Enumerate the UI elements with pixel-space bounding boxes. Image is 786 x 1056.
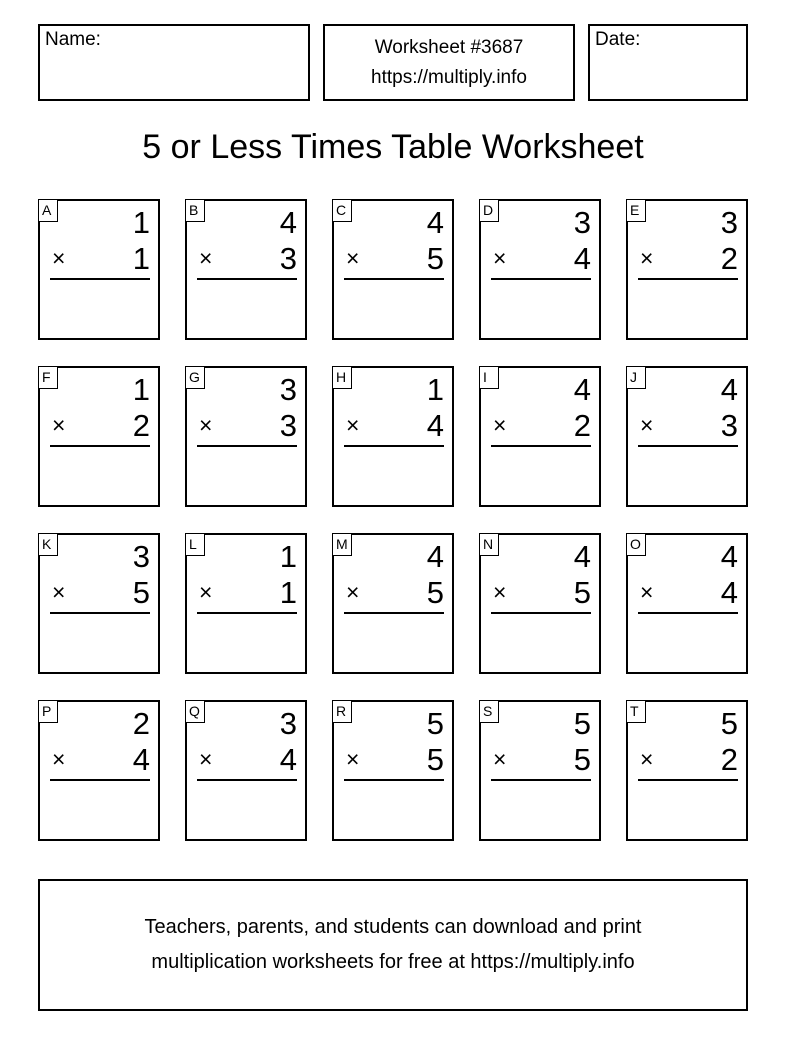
problem-card[interactable]: [626, 199, 748, 340]
footer-note-box: [38, 879, 748, 1011]
problem-multiplier: 3: [279, 241, 297, 276]
problem-multiplicand: 1: [279, 539, 297, 574]
times-sign: ×: [493, 579, 507, 605]
problem-letter: E: [626, 199, 646, 222]
answer-line: [638, 779, 738, 781]
answer-line: [638, 445, 738, 447]
problem-letter: K: [38, 533, 58, 556]
problem-letter: G: [185, 366, 205, 389]
times-sign: ×: [199, 579, 213, 605]
problem-card[interactable]: [626, 533, 748, 674]
times-sign: ×: [640, 412, 654, 438]
problem-multiplicand: 5: [426, 706, 444, 741]
problem-multiplier: 5: [573, 575, 591, 610]
times-sign: ×: [346, 579, 360, 605]
problem-multiplier: 5: [426, 241, 444, 276]
problem-letter: B: [185, 199, 205, 222]
problem-multiplier: 4: [426, 408, 444, 443]
problem-letter: H: [332, 366, 352, 389]
problem-letter: D: [479, 199, 499, 222]
answer-line: [50, 612, 150, 614]
problem-multiplier: 5: [426, 575, 444, 610]
problem-card[interactable]: [479, 199, 601, 340]
answer-line: [638, 278, 738, 280]
worksheet-number: Worksheet #3687: [374, 37, 524, 58]
problem-card[interactable]: [185, 366, 307, 507]
problem-card[interactable]: [38, 700, 160, 841]
problem-multiplier: 4: [573, 241, 591, 276]
footer-line-1: Teachers, parents, and students can download and print: [144, 916, 642, 938]
problem-card[interactable]: [38, 366, 160, 507]
times-sign: ×: [52, 412, 66, 438]
problem-letter: P: [38, 700, 58, 723]
times-sign: ×: [493, 412, 507, 438]
problem-letter: M: [332, 533, 352, 556]
problem-multiplicand: 4: [720, 539, 738, 574]
problem-multiplier: 2: [132, 408, 150, 443]
problem-multiplier: 2: [720, 241, 738, 276]
problem-multiplicand: 4: [720, 372, 738, 407]
problem-card[interactable]: [626, 700, 748, 841]
date-field-box[interactable]: [588, 24, 748, 101]
date-label: Date:: [595, 29, 641, 50]
times-sign: ×: [346, 412, 360, 438]
problem-card[interactable]: [38, 533, 160, 674]
problem-card[interactable]: [479, 533, 601, 674]
problem-multiplicand: 4: [279, 205, 297, 240]
answer-line: [50, 278, 150, 280]
problem-card[interactable]: [479, 700, 601, 841]
problem-letter: A: [38, 199, 58, 222]
problem-letter: R: [332, 700, 352, 723]
problem-multiplicand: 5: [573, 706, 591, 741]
problem-multiplicand: 1: [132, 205, 150, 240]
problem-letter: O: [626, 533, 646, 556]
times-sign: ×: [640, 746, 654, 772]
problem-multiplicand: 4: [426, 205, 444, 240]
times-sign: ×: [52, 579, 66, 605]
footer-line-2: multiplication worksheets for free at https://multiply.info: [151, 951, 635, 973]
problem-letter: N: [479, 533, 499, 556]
problem-card[interactable]: [185, 700, 307, 841]
problem-card[interactable]: [332, 366, 454, 507]
problem-card[interactable]: [185, 199, 307, 340]
worksheet-info-box: [323, 24, 575, 101]
name-label: Name:: [45, 29, 101, 50]
problem-multiplicand: 1: [132, 372, 150, 407]
problem-multiplicand: 3: [720, 205, 738, 240]
problem-multiplier: 5: [132, 575, 150, 610]
answer-line: [344, 612, 444, 614]
answer-line: [344, 779, 444, 781]
problem-multiplier: 3: [279, 408, 297, 443]
answer-line: [50, 445, 150, 447]
times-sign: ×: [640, 245, 654, 271]
problem-multiplier: 1: [132, 241, 150, 276]
answer-line: [344, 445, 444, 447]
problem-letter: T: [626, 700, 646, 723]
problem-multiplicand: 3: [132, 539, 150, 574]
problem-multiplier: 5: [573, 742, 591, 777]
problem-letter: F: [38, 366, 58, 389]
problem-multiplier: 5: [426, 742, 444, 777]
times-sign: ×: [199, 746, 213, 772]
times-sign: ×: [199, 245, 213, 271]
problem-multiplicand: 5: [720, 706, 738, 741]
problem-multiplicand: 3: [279, 372, 297, 407]
problem-multiplier: 2: [573, 408, 591, 443]
times-sign: ×: [346, 746, 360, 772]
problem-letter: S: [479, 700, 499, 723]
problem-letter: J: [626, 366, 646, 389]
answer-line: [197, 779, 297, 781]
times-sign: ×: [52, 746, 66, 772]
answer-line: [50, 779, 150, 781]
problem-letter: L: [185, 533, 205, 556]
problem-multiplicand: 3: [279, 706, 297, 741]
problem-letter: C: [332, 199, 352, 222]
problem-multiplicand: 1: [426, 372, 444, 407]
problem-multiplier: 4: [720, 575, 738, 610]
answer-line: [491, 612, 591, 614]
problem-letter: Q: [185, 700, 205, 723]
problem-multiplier: 4: [132, 742, 150, 777]
problem-multiplier: 2: [720, 742, 738, 777]
times-sign: ×: [346, 245, 360, 271]
page-title: 5 or Less Times Table Worksheet: [142, 128, 644, 166]
times-sign: ×: [493, 245, 507, 271]
answer-line: [344, 278, 444, 280]
problem-multiplicand: 4: [426, 539, 444, 574]
answer-line: [197, 278, 297, 280]
problem-multiplicand: 3: [573, 205, 591, 240]
problem-card[interactable]: [38, 199, 160, 340]
answer-line: [197, 612, 297, 614]
times-sign: ×: [52, 245, 66, 271]
problem-multiplier: 3: [720, 408, 738, 443]
problem-card[interactable]: [332, 199, 454, 340]
problem-multiplicand: 2: [132, 706, 150, 741]
problem-multiplicand: 4: [573, 539, 591, 574]
times-sign: ×: [640, 579, 654, 605]
problem-multiplier: 1: [279, 575, 297, 610]
worksheet-url: https://multiply.info: [371, 67, 527, 88]
answer-line: [491, 779, 591, 781]
answer-line: [491, 278, 591, 280]
times-sign: ×: [199, 412, 213, 438]
problem-multiplier: 4: [279, 742, 297, 777]
problem-card[interactable]: [185, 533, 307, 674]
answer-line: [491, 445, 591, 447]
problem-multiplicand: 4: [573, 372, 591, 407]
answer-line: [197, 445, 297, 447]
answer-line: [638, 612, 738, 614]
problem-card[interactable]: [332, 533, 454, 674]
times-sign: ×: [493, 746, 507, 772]
problem-letter: I: [479, 366, 499, 389]
problem-card[interactable]: [332, 700, 454, 841]
problem-card[interactable]: [479, 366, 601, 507]
problem-card[interactable]: [626, 366, 748, 507]
name-field-box[interactable]: [38, 24, 310, 101]
